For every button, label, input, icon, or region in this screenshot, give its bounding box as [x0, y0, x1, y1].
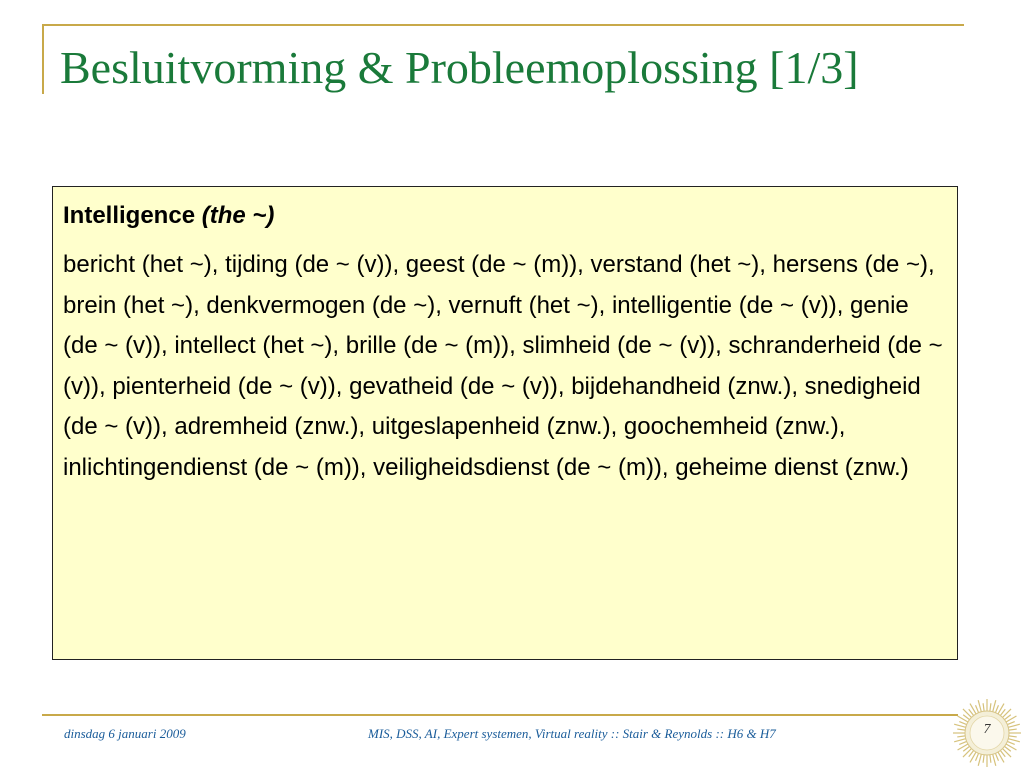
definition-heading: [63, 201, 947, 231]
footer-course-info: MIS, DSS, AI, Expert systemen, Virtual reality :: Stair & Reynolds :: H6 & H7: [368, 726, 776, 741]
slide-title: Besluitvorming & Probleemoplossing [1/3]: [60, 42, 859, 93]
top-frame-rule: [42, 24, 964, 26]
page-number: 7: [983, 722, 991, 737]
definition-box: [52, 186, 958, 660]
heading-term: Intelligence: [63, 202, 196, 229]
heading-article: (the ~): [201, 202, 275, 229]
footer-rule: [42, 714, 958, 716]
footer-date: dinsdag 6 januari 2009: [64, 726, 186, 741]
left-frame-rule: [42, 24, 44, 94]
definition-text: bericht (het ~), tijding (de ~ (v)), geest (de ~ (m)), verstand (het ~), hersens (de ~), brein (het ~), denkvermogen (de ~), vernuft (het ~), intelligentie (de ~ (v)), genie (de ~ (v)), intellect (het ~), brille (de ~ (m)), slimheid (de ~ (v)), schranderheid (de ~ (v)), pienterheid (de ~ (v)), gevatheid (de ~ (v)), bijdehandheid (znw.), snedigheid (de ~ (v)), adremheid (znw.), uitgeslapenheid (znw.), goochemheid (znw.), inlichtingendienst (de ~ (m)), veiligheidsdienst (de ~ (m)), geheime dienst (znw.): [63, 251, 943, 481]
page-number-badge: [952, 698, 1022, 768]
